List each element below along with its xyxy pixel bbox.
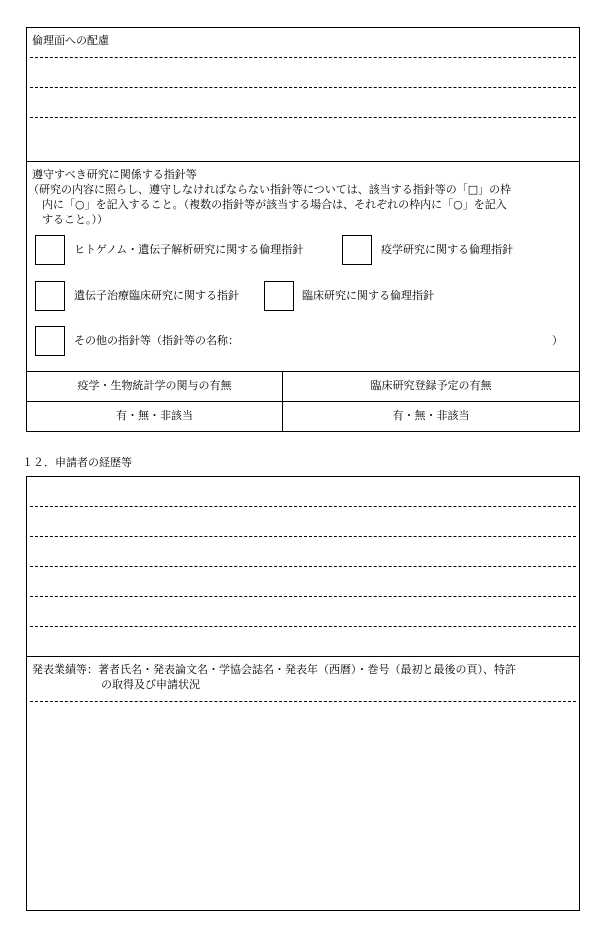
ethics-section-divider (26, 161, 580, 162)
publications-writing-line (30, 701, 576, 702)
option-gene-therapy-guideline-label: 遺伝子治療臨床研究に関する指針 (74, 289, 239, 302)
guidelines-instruction-line-3: すること。）） (42, 213, 108, 226)
option-genome-guideline-label: ヒトゲノム・遺伝子解析研究に関する倫理指針 (74, 243, 304, 256)
career-writing-line-1 (30, 506, 576, 507)
career-section-divider (26, 656, 580, 657)
publications-label-line-2: の取得及び申請状況 (101, 678, 200, 691)
applicant-career-box (26, 476, 580, 911)
option-clinical-research-guideline-label: 臨床研究に関する倫理指針 (302, 289, 434, 302)
checkbox-genome-guideline[interactable] (35, 235, 65, 265)
table-value-epi-biostat[interactable]: 有・無・非該当 (116, 409, 193, 422)
checkbox-other-guideline[interactable] (35, 326, 65, 356)
career-writing-line-5 (30, 626, 576, 627)
checkbox-gene-therapy-guideline[interactable] (35, 281, 65, 311)
guidelines-instruction-line-2: 内に「○」を記入すること。（複数の指針等が該当する場合は、それぞれの枠内に「○」を記入 (42, 198, 507, 211)
table-header-clinical-registration: 臨床研究登録予定の有無 (370, 379, 492, 392)
guidelines-instruction-line-1: （研究の内容に照らし、遵守しなければならない指針等については、該当する指針等の「□」の枠 (28, 183, 512, 196)
option-other-guideline-label: その他の指針等（指針等の名称： (74, 334, 239, 347)
ethics-writing-line-2 (30, 87, 576, 88)
guidelines-title: 遵守すべき研究に関係する指針等 (32, 168, 197, 181)
table-top-border (26, 371, 580, 372)
ethics-writing-line-3 (30, 117, 576, 118)
table-value-clinical-registration[interactable]: 有・無・非該当 (392, 409, 470, 422)
checkbox-clinical-research-guideline[interactable] (264, 281, 294, 311)
ethics-title: 倫理面への配慮 (32, 34, 109, 47)
career-writing-line-4 (30, 596, 576, 597)
section-12-heading: １２．申請者の経歴等 (22, 456, 132, 469)
publications-label-line-1: 発表業績等：著者氏名・発表論文名・学協会誌名・発表年（西暦）・巻号（最初と最後の頁）、特許 (32, 663, 516, 676)
ethics-writing-line-1 (30, 57, 576, 58)
career-writing-line-2 (30, 536, 576, 537)
option-epidemiology-guideline-label: 疫学研究に関する倫理指針 (381, 243, 513, 256)
table-middle-border (26, 401, 580, 402)
checkbox-epidemiology-guideline[interactable] (342, 235, 372, 265)
option-other-guideline-close: ） (552, 334, 563, 347)
table-header-epi-biostat: 疫学・生物統計学の関与の有無 (77, 379, 232, 392)
career-writing-line-3 (30, 566, 576, 567)
